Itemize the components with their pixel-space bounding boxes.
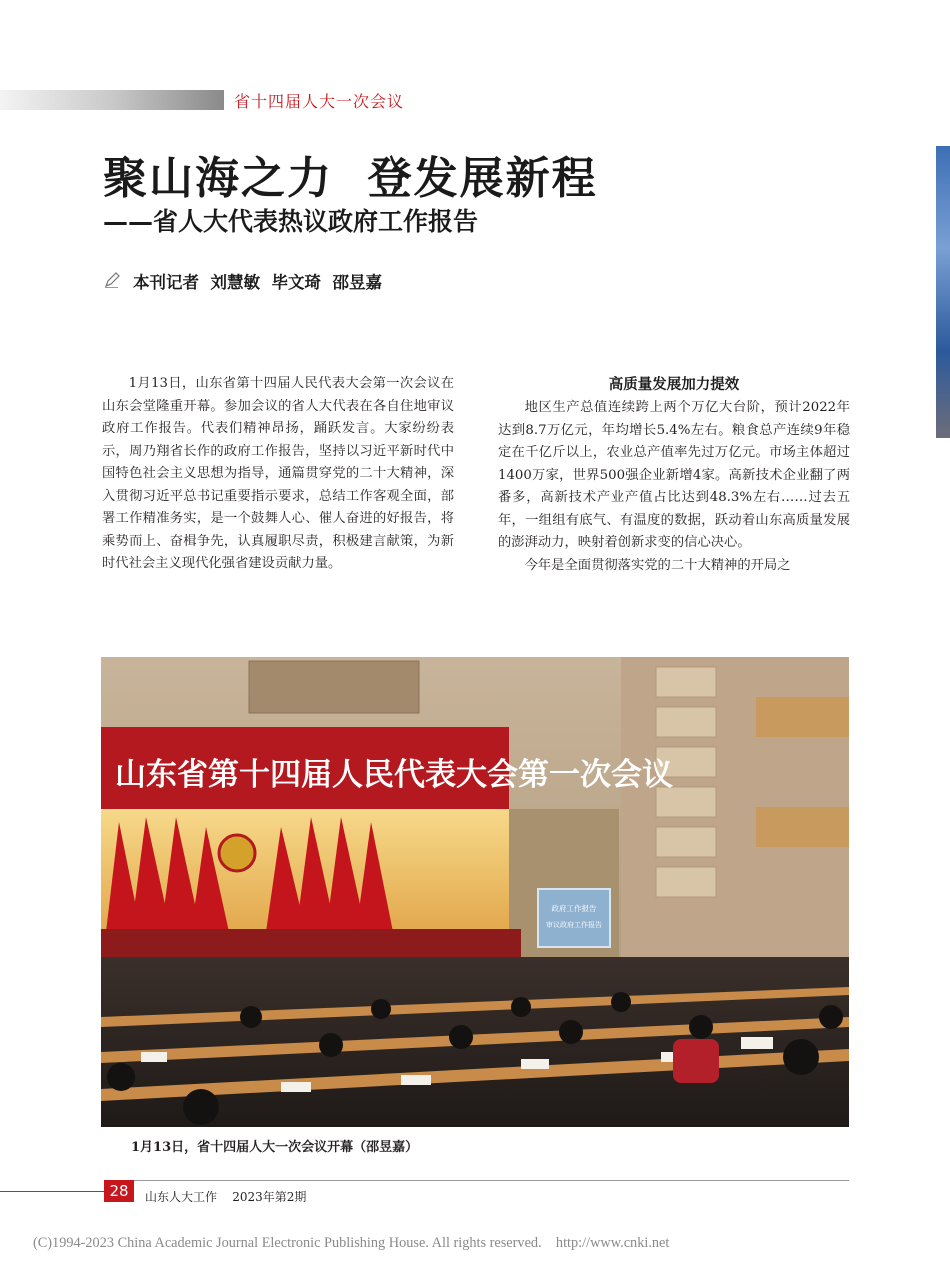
screen-title: 政府工作报告 xyxy=(551,904,597,913)
article-column-right xyxy=(498,373,850,577)
copyright-notice: (C)1994-2023 China Academic Journal Electronic Publishing House. All rights reserved. http://www.cnki.net xyxy=(33,1235,670,1251)
article-subtitle: ——省人大代表热议政府工作报告 xyxy=(103,207,479,236)
journal-issue: 山东人大工作 2023年第2期 xyxy=(145,1190,307,1204)
paragraph-opening: 1月13日，山东省第十四届人民代表大会第一次会议在山东会堂隆重开幕。参加会议的省人大代表在各自住地审议政府工作报告。代表们精神昂扬，踊跃发言。大家纷纷表示，周乃翔省长作的政府工作报告，坚持以习近平新时代中国特色社会主义思想为指导，通篇贯穿党的二十大精神，深入贯彻习近平总书记重要指示要求，总结工作客观全面，部署工作精准务实，是一个鼓舞人心、催人奋进的好报告，将乘势而上、奋楫争先，认真履职尽责，积极建言献策，为新时代社会主义现代化强省建设贡献力量。 xyxy=(102,376,454,571)
byline: 本刊记者 刘慧敏 毕文琦 邵昱嘉 xyxy=(133,273,382,292)
paragraph-this-year: 今年是全面贯彻落实党的二十大精神的开局之 xyxy=(524,557,791,573)
banner-text: 山东省第十四届人民代表大会第一次会议 xyxy=(115,757,673,793)
section-label: 省十四届人大一次会议 xyxy=(234,92,405,111)
footer-rule-right xyxy=(131,1180,849,1181)
side-photo-strip xyxy=(936,146,950,438)
screen-subtitle: 审议政府工作报告 xyxy=(546,921,602,929)
photo-caption: 1月13日，省十四届人大一次会议开幕（邵昱嘉） xyxy=(131,1140,419,1155)
page-number: 28 xyxy=(104,1180,134,1202)
footer-rule-left xyxy=(0,1191,104,1192)
article-title: 聚山海之力 登发展新程 xyxy=(103,153,598,204)
article-column-left xyxy=(102,373,454,576)
section-gradient-bar xyxy=(0,90,224,110)
subsection-heading: 高质量发展加力提效 xyxy=(608,377,740,393)
assembly-photo xyxy=(101,657,849,1127)
paragraph-development: 地区生产总值连续跨上两个万亿大台阶，预计2022年达到8.7万亿元，年均增长5.4%左右。粮食总产连续9年稳定在千亿斤以上，农业总产值率先过万亿元。市场主体超过1400万家，世界500强企业新增4家。高新技术企业翻了两番多，高新技术产业产值占比达到48.3%左右……过去五年，一组组有底气、有温度的数据，跃动着山东高质量发展的澎湃动力，映射着创新求变的信心决心。 xyxy=(498,400,850,550)
pen-icon xyxy=(103,271,121,289)
